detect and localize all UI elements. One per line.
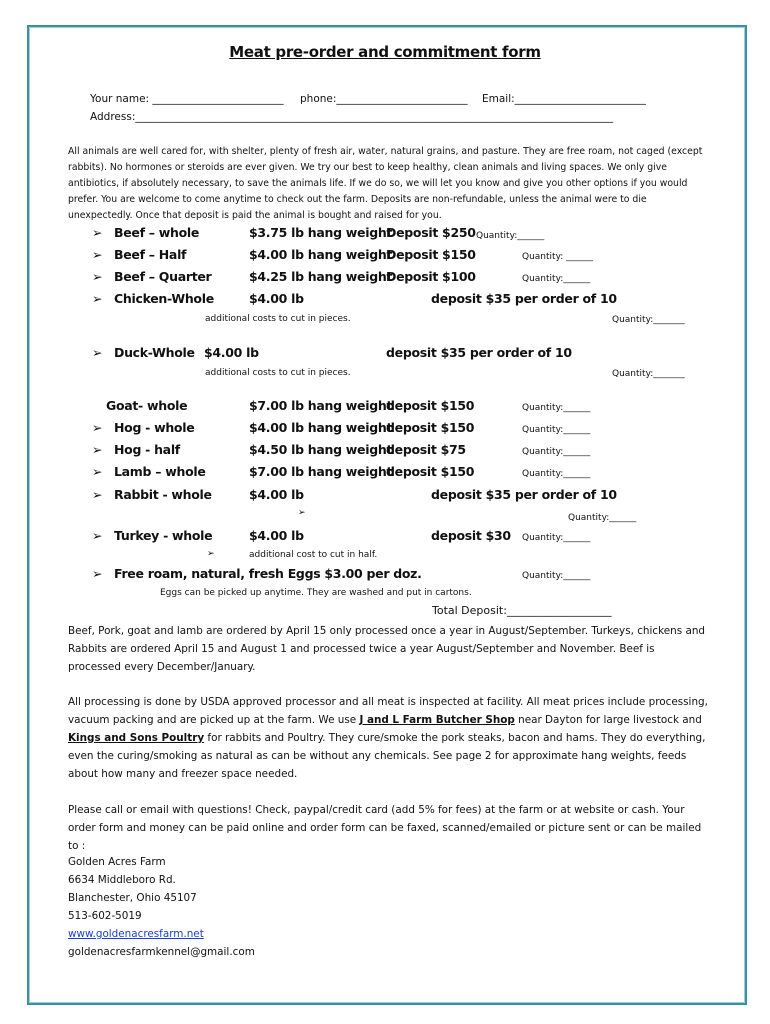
intro-text: All animals are well cared for, with shelter, plenty of fresh air, water, natural grains, and pasture. They are free roam, not caged (except rabbits). No hormones or steroids are ever given. We try our best to keep healthy, clean animals and living spaces. We only give antibiotics, if absolutely necessary, to save the animals life. If we do so, we will let you know and give you other options if you would prefer. You are welcome to come anytime to check out the farm. Deposits are non-refundable, unless the animal were to die unexpectedly. Once that deposit is paid the animal is bought and raised for you.	[68, 146, 703, 221]
email-field[interactable]: Email:_________________________	[482, 93, 646, 105]
phone-number: 513-602-5019	[68, 910, 142, 922]
item-price: $3.75 lb hang weight	[249, 225, 393, 240]
item-price: $7.00 lb hang weight	[249, 398, 393, 413]
processing-text	[68, 693, 708, 783]
bullet: ➢	[92, 269, 103, 284]
quantity-field[interactable]: Quantity:______	[522, 425, 591, 435]
bullet: ➢	[92, 487, 103, 502]
quantity-field[interactable]: Quantity:______	[522, 533, 591, 543]
quantity-field[interactable]: Quantity:______	[522, 447, 591, 457]
item-name: Beef – Half	[114, 247, 187, 262]
item-price: $4.00 lb	[249, 291, 304, 306]
item-name: Beef – Quarter	[114, 269, 212, 284]
item-name: Turkey - whole	[114, 528, 213, 543]
item-deposit: deposit $150	[386, 464, 475, 479]
quantity-field[interactable]: Quantity:______	[522, 571, 591, 581]
quantity-field[interactable]: Quantity:______	[568, 513, 637, 523]
item-deposit: Deposit $250	[386, 225, 476, 240]
item-deposit: deposit $150	[386, 398, 475, 413]
item-name: Hog - whole	[114, 420, 195, 435]
item-name: Chicken-Whole	[114, 291, 214, 306]
item-note: additional cost to cut in half.	[249, 550, 378, 560]
item-deposit: deposit $150	[386, 420, 475, 435]
bullet: ➢	[92, 225, 103, 240]
item-price: $4.00 lb hang weight	[249, 247, 393, 262]
ordering-schedule-text: Beef, Pork, goat and lamb are ordered by April 15 only processed once a year in August/September. Turkeys, chickens and Rabbits are ordered April 15 and August 1 and processed twice a year August/September and November. Beef is processed every December/January.	[68, 625, 705, 673]
bullet: ➢	[207, 549, 215, 559]
form-title: Meat pre-order and commitment form	[229, 43, 541, 61]
item-price: $4.00 lb	[249, 487, 304, 502]
address-field[interactable]: Address:___________________________________________________________________________________________	[90, 111, 614, 123]
bullet: ➢	[92, 528, 103, 543]
bullet: ➢	[92, 442, 103, 457]
item-deposit: deposit $35 per order of 10	[431, 291, 617, 306]
item-deposit: deposit $30	[431, 528, 511, 543]
farm-name: Golden Acres Farm	[68, 856, 166, 868]
quantity-field[interactable]: Quantity:_______	[612, 315, 685, 325]
item-note: additional costs to cut in pieces.	[205, 368, 351, 378]
website-link[interactable]: www.goldenacresfarm.net	[68, 928, 204, 940]
quantity-field[interactable]: Quantity:_______	[612, 369, 685, 379]
item-deposit: Deposit $150	[386, 247, 476, 262]
item-name: Free roam, natural, fresh Eggs $3.00 per doz.	[114, 566, 422, 581]
bullet: ➢	[298, 508, 306, 518]
poultry-processor-link[interactable]: Kings and Sons Poultry	[68, 732, 205, 744]
item-deposit: deposit $35 per order of 10	[386, 345, 572, 360]
quantity-field[interactable]: Quantity:______	[476, 231, 545, 241]
item-price: $4.00 lb	[204, 345, 259, 360]
processing-text-part: All processing is done by USDA approved processor and all meat is inspected at facility. All meat prices include processing, vacuum packing and are picked up at the farm. We use	[68, 696, 708, 726]
item-note: additional costs to cut in pieces.	[205, 314, 351, 324]
quantity-field[interactable]: Quantity:______	[522, 274, 591, 284]
item-price: $4.25 lb hang weight	[249, 269, 393, 284]
item-price: $7.00 lb hang weight	[249, 464, 393, 479]
item-price: $4.50 lb hang weight	[249, 442, 393, 457]
bullet: ➢	[92, 566, 103, 581]
item-name: Goat- whole	[106, 398, 188, 413]
bullet: ➢	[92, 345, 103, 360]
bullet: ➢	[92, 291, 103, 306]
street-address: 6634 Middleboro Rd.	[68, 874, 176, 886]
bullet: ➢	[92, 420, 103, 435]
quantity-field[interactable]: Quantity:______	[522, 403, 591, 413]
processing-text-part: near Dayton for large livestock and	[514, 714, 702, 726]
item-name: Duck-Whole	[114, 345, 195, 360]
phone-field[interactable]: phone:_________________________	[300, 93, 468, 105]
bullet: ➢	[92, 247, 103, 262]
item-price: $4.00 lb	[249, 528, 304, 543]
item-deposit: Deposit $100	[386, 269, 476, 284]
processing-text-part: for rabbits and Poultry. They cure/smoke the pork steaks, bacon and hams. They do everything, even the curing/smoking as natural as can be without any chemicals. See page 2 for approximate hang weights, feeds about how many and freezer space needed.	[68, 732, 706, 780]
total-deposit-field[interactable]: Total Deposit:___________________	[432, 604, 612, 617]
quantity-field[interactable]: Quantity:______	[522, 469, 591, 479]
bullet: ➢	[92, 464, 103, 479]
item-price: $4.00 lb hang weight	[249, 420, 393, 435]
butcher-shop-link[interactable]: J and L Farm Butcher Shop	[359, 714, 515, 726]
item-deposit: deposit $35 per order of 10	[431, 487, 617, 502]
item-deposit: deposit $75	[386, 442, 466, 457]
item-note: Eggs can be picked up anytime. They are washed and put in cartons.	[160, 588, 472, 598]
payment-text: Please call or email with questions! Check, paypal/credit card (add 5% for fees) at the farm or at website or cash. Your order form and money can be paid online and order form can be faxed, scanned/emailed or picture sent or can be mailed to :	[68, 804, 702, 852]
your-name-field[interactable]: Your name: _________________________	[90, 93, 284, 105]
item-name: Hog - half	[114, 442, 180, 457]
item-name: Lamb – whole	[114, 464, 206, 479]
city-address: Blanchester, Ohio 45107	[68, 892, 197, 904]
quantity-field[interactable]: Quantity: ______	[522, 252, 594, 262]
item-name: Beef – whole	[114, 225, 200, 240]
item-name: Rabbit - whole	[114, 487, 212, 502]
email-address: goldenacresfarmkennel@gmail.com	[68, 946, 255, 958]
